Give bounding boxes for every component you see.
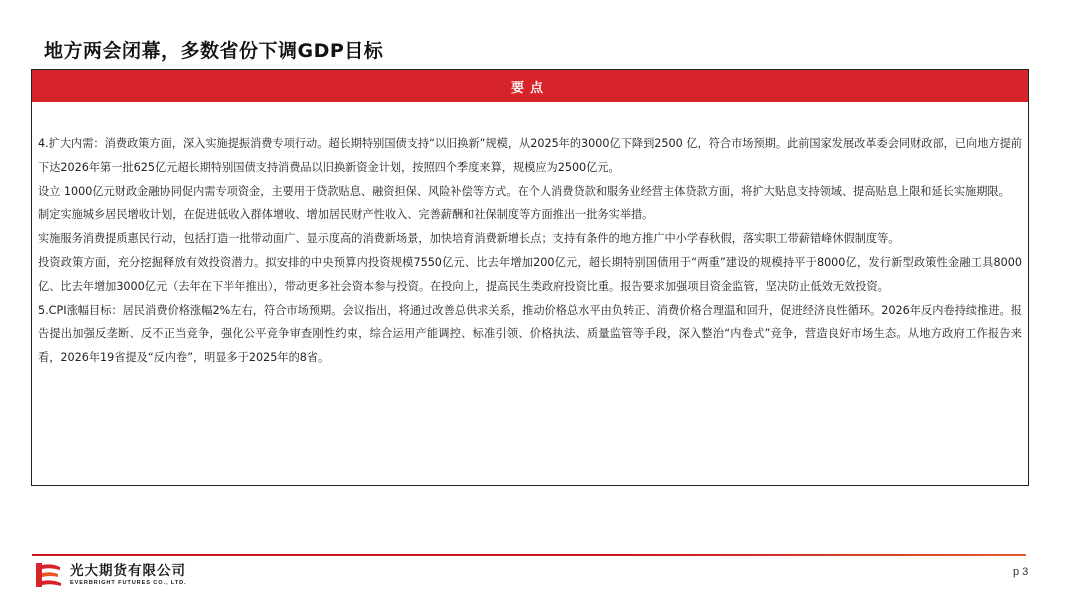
key-points-box <box>31 69 1029 486</box>
slide-title: 地方两会闭幕，多数省份下调GDP目标 <box>44 40 384 62</box>
paragraph-investment-policy: 投资政策方面，充分挖掘释放有效投资潜力。拟安排的中央预算内投资规模7550亿元、比去年增加200亿元，超长期特别国债用于“两重”建设的规模持平于8000亿，发行新型政策性金融工具8000亿、比去年增加3000亿元（去年在下半年推出），带动更多社会资本参与投资。在投向上，提高民生类政府投资比重。报告要求加强项目资金监管，坚决防止低效无效投资。 <box>38 255 1022 293</box>
company-name-en: EVERBRIGHT FUTURES CO., LTD. <box>70 579 187 586</box>
paragraph-cpi-target: 5.CPI涨幅目标：居民消费价格涨幅2%左右，符合市场预期。会议指出，将通过改善总供求关系，推动价格总水平由负转正、消费价格合理温和回升，促进经济良性循环。2026年反内卷持续推进。报告提出加强反垄断、反不正当竞争，强化公平竞争审查刚性约束，综合运用产能调控、标准引领、价格执法、质量监管等手段，深入整治“内卷式”竞争，营造良好市场生态。从地方政府工作报告来看，2026年19省提及“反内卷”，明显多于2025年的8省。 <box>38 303 1022 365</box>
paragraph-domestic-demand: 4.扩大内需：消费政策方面，深入实施提振消费专项行动。超长期特别国债支持“以旧换新”规模，从2025年的3000亿下降到2500 亿，符合市场预期。此前国家发展改革委会同财政部，已向地方提前下达2026年第一批625亿元超长期特别国债支持消费品以旧换新资金计划，按照四个季度来算，规模应为2500亿元。 <box>38 137 1022 174</box>
paragraph-special-fund: 设立 1000亿元财政金融协同促内需专项资金，主要用于贷款贴息、融资担保、风险补偿等方式。在个人消费贷款和服务业经营主体贷款方面，将扩大贴息支持领域、提高贴息上限和延长实施期限。 <box>38 184 1010 198</box>
company-logo <box>36 563 186 587</box>
paragraph-service-consumption: 实施服务消费提质惠民行动，包括打造一批带动面广、显示度高的消费新场景，加快培育消费新增长点；支持有条件的地方推广中小学春秋假，落实职工带薪错峰休假制度等。 <box>38 232 900 246</box>
footer-divider <box>32 554 1026 556</box>
box-header: 要点 <box>32 70 1028 102</box>
everbright-logo-icon <box>36 563 62 587</box>
paragraph-income-plan: 制定实施城乡居民增收计划，在促进低收入群体增收、增加居民财产性收入、完善薪酬和社保制度等方面推出一批务实举措。 <box>38 208 654 222</box>
company-name-cn: 光大期货有限公司 <box>70 562 186 579</box>
box-body <box>32 102 1028 370</box>
page-number: p 3 <box>1013 566 1029 578</box>
